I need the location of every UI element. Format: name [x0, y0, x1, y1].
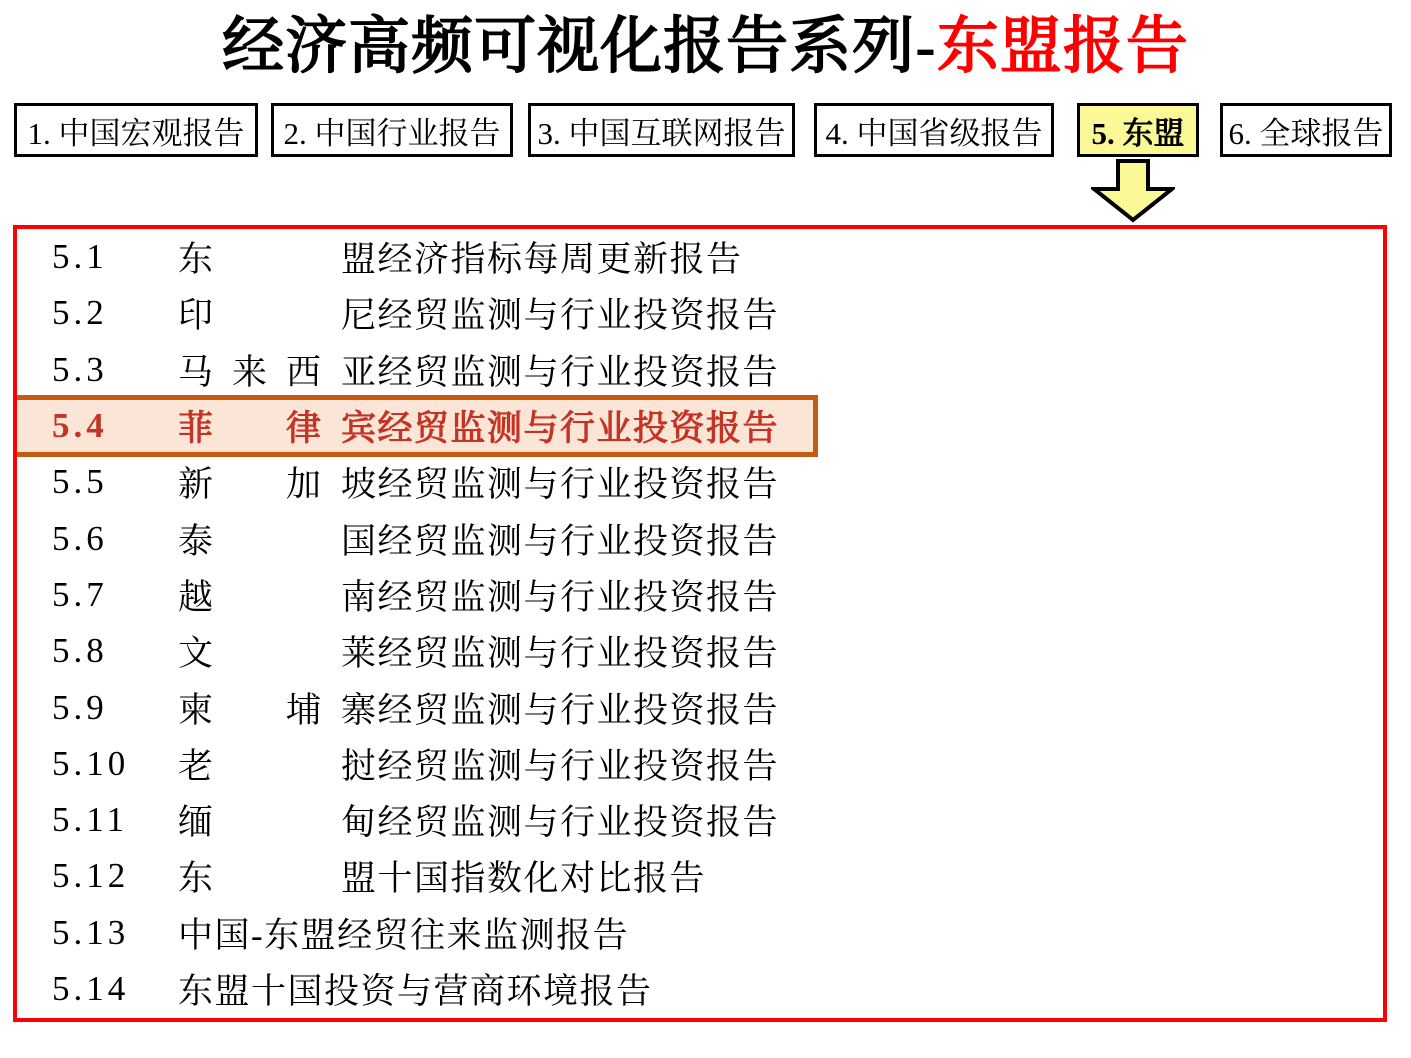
report-row-5.3[interactable]	[17, 342, 1383, 398]
page-title-red: 东盟报告	[936, 13, 1189, 81]
report-country-justified: 泰	[178, 521, 214, 561]
report-row-5.8[interactable]	[17, 623, 1383, 679]
tab-label: 4. 中国省级报告	[825, 115, 1043, 151]
report-country-justified: 缅	[178, 803, 214, 843]
tab-6[interactable]	[1220, 103, 1392, 157]
report-row-5.2[interactable]	[17, 285, 1383, 341]
report-row-5.4[interactable]	[13, 395, 818, 457]
report-country-justified: 老	[178, 746, 214, 786]
report-number: 5.10	[52, 743, 130, 783]
report-row-5.7[interactable]	[17, 567, 1383, 623]
report-country-justified: 柬埔	[178, 690, 321, 730]
report-number: 5.6	[52, 518, 108, 558]
report-country-justified: 新加	[178, 465, 321, 505]
report-row-5.1[interactable]	[17, 229, 1383, 285]
report-number: 5.14	[52, 969, 130, 1009]
report-row-5.9[interactable]	[17, 679, 1383, 735]
report-title: 中国-东盟经贸往来监测报告	[178, 915, 630, 955]
report-country-justified: 越	[178, 577, 214, 617]
report-title: 东盟十国投资与营商环境报告	[178, 972, 653, 1012]
report-row-5.13[interactable]	[17, 905, 1383, 961]
report-number: 5.9	[52, 687, 108, 727]
report-title: 国经贸监测与行业投资报告	[341, 521, 780, 561]
report-title: 尼经贸监测与行业投资报告	[341, 296, 780, 336]
report-country-justified: 文	[178, 634, 214, 674]
down-arrow-icon	[1091, 158, 1175, 224]
tab-3[interactable]	[528, 103, 795, 157]
report-number: 5.12	[52, 856, 130, 896]
report-row-5.6[interactable]	[17, 511, 1383, 567]
report-number: 5.2	[52, 293, 108, 333]
report-country-justified: 东	[178, 859, 214, 899]
report-country-justified: 马来西	[178, 352, 321, 392]
report-title: 亚经贸监测与行业投资报告	[341, 352, 780, 392]
report-title: 甸经贸监测与行业投资报告	[341, 803, 780, 843]
report-country-justified: 印	[178, 296, 214, 336]
report-number: 5.11	[52, 800, 128, 840]
report-title: 莱经贸监测与行业投资报告	[341, 634, 780, 674]
report-number: 5.5	[52, 462, 108, 502]
tab-2[interactable]	[271, 103, 513, 157]
tab-label: 5. 东盟	[1091, 115, 1185, 151]
report-row-5.14[interactable]	[17, 961, 1383, 1017]
report-number: 5.13	[52, 912, 130, 952]
tab-label: 1. 中国宏观报告	[27, 115, 245, 151]
report-title: 南经贸监测与行业投资报告	[341, 577, 780, 617]
report-title: 寨经贸监测与行业投资报告	[341, 690, 780, 730]
report-title: 坡经贸监测与行业投资报告	[341, 465, 780, 505]
tab-label: 2. 中国行业报告	[283, 115, 501, 151]
page-title-black: 经济高频可视化报告系列-	[222, 13, 937, 81]
report-number: 5.8	[52, 631, 108, 671]
tab-label: 3. 中国互联网报告	[537, 115, 786, 151]
tab-label: 6. 全球报告	[1228, 115, 1384, 151]
report-number: 5.3	[52, 349, 108, 389]
report-number: 5.1	[52, 237, 108, 277]
tab-4[interactable]	[814, 103, 1054, 157]
report-row-5.11[interactable]	[17, 792, 1383, 848]
report-country-justified: 菲律	[178, 409, 321, 449]
report-title: 挝经贸监测与行业投资报告	[341, 746, 780, 786]
tab-1[interactable]	[14, 103, 258, 157]
tab-5[interactable]	[1077, 103, 1199, 157]
report-title: 盟十国指数化对比报告	[341, 859, 707, 899]
report-number: 5.7	[52, 574, 108, 614]
report-row-5.10[interactable]	[17, 736, 1383, 792]
report-number: 5.4	[52, 406, 108, 446]
report-country-justified: 东	[178, 240, 214, 280]
page-title	[0, 8, 1411, 86]
report-title: 盟经济指标每周更新报告	[341, 240, 743, 280]
report-title: 宾经贸监测与行业投资报告	[341, 409, 780, 449]
report-row-5.12[interactable]	[17, 848, 1383, 904]
report-row-5.5[interactable]	[17, 454, 1383, 510]
report-list-panel	[13, 225, 1387, 1022]
